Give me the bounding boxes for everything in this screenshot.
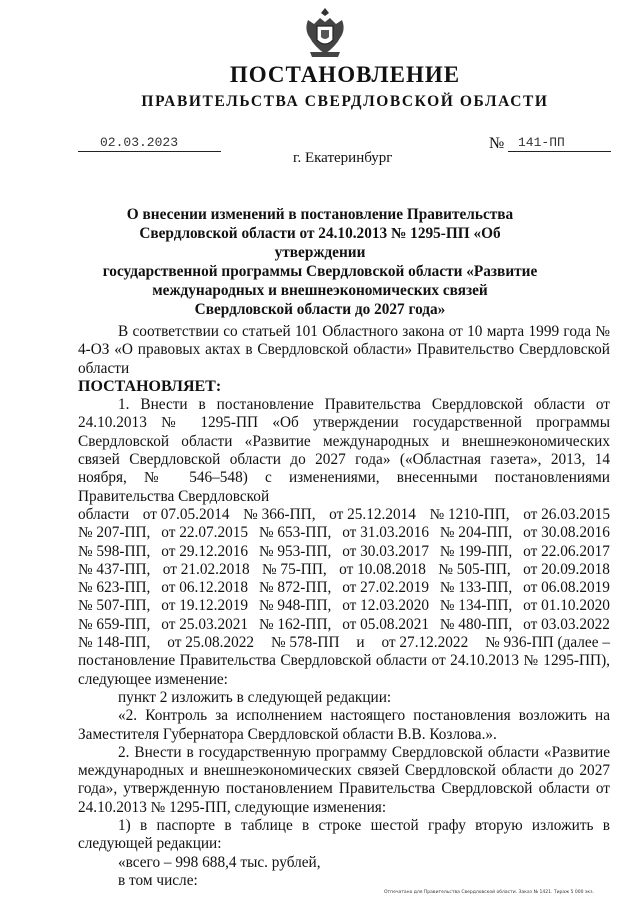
amendment-date-cell: № 936-ПП (далее – bbox=[485, 634, 610, 652]
including-line: в том числе: bbox=[118, 871, 198, 889]
amendment-date-cell: от 06.08.2019 bbox=[523, 579, 610, 597]
item-1-paragraph: 1. Внести в постановление Правительства Свердловской области от 24.10.2013 № 1295-ПП «Об утверждении государственной программы Свердловской области «Развитие международных и внешнеэкономических связей Свердловской области до 2027 года» («Областная газета», 2013, 14 ноября, № 546–548) с изменениями, внесенными постановлениями Правительства Свердловской bbox=[78, 396, 610, 505]
item-1-tail: постановление Правительства Свердловской области от 24.10.2013 № 1295-ПП), следующее изменение: bbox=[78, 652, 610, 688]
amendment-date-cell: № 1210-ПП, bbox=[429, 505, 510, 523]
date-underline bbox=[78, 151, 221, 152]
amendment-date-cell: от 25.03.2021 bbox=[161, 615, 249, 633]
amendment-date-cell: № 507-ПП, bbox=[78, 597, 151, 615]
amendment-date-cell: № 199-ПП, bbox=[439, 542, 513, 560]
amendment-date-cell: от 22.07.2015 bbox=[161, 524, 249, 542]
coat-of-arms-icon bbox=[300, 6, 350, 60]
amendment-date-cell: и bbox=[356, 634, 365, 652]
document-subtitle: ПРАВИТЕЛЬСТВА СВЕРДЛОВСКОЙ ОБЛАСТИ bbox=[141, 93, 549, 110]
amendment-date-cell: от 12.03.2020 bbox=[342, 597, 429, 615]
amendment-date-cell: от 07.05.2014 bbox=[142, 505, 230, 523]
amendment-dates-list bbox=[78, 506, 610, 652]
amendment-date-cell: от 22.06.2017 bbox=[523, 542, 610, 560]
amendment-dates-row bbox=[78, 616, 610, 634]
amendment-date-cell: № 148-ПП, bbox=[78, 634, 151, 652]
amendment-date-cell: № 207-ПП, bbox=[78, 524, 151, 542]
document-body bbox=[78, 323, 610, 890]
amendment-date-cell: № 133-ПП, bbox=[439, 579, 513, 597]
number-underline bbox=[508, 151, 611, 152]
amendment-date-cell: № 204-ПП, bbox=[439, 524, 513, 542]
amendment-date-cell: № 872-ПП, bbox=[258, 579, 332, 597]
amendment-date-cell: № 480-ПП, bbox=[439, 615, 513, 633]
amendment-date-cell: от 21.02.2018 bbox=[162, 560, 250, 578]
amendment-date-cell: № 134-ПП, bbox=[439, 597, 513, 615]
amendment-date-cell: № 653-ПП, bbox=[258, 524, 332, 542]
amendment-date-cell: от 30.03.2017 bbox=[342, 542, 429, 560]
amendment-date-cell: от 03.03.2022 bbox=[523, 615, 610, 633]
decree-word: ПОСТАНОВЛЯЕТ: bbox=[78, 377, 222, 395]
heading-line: международных и внешнеэкономических связей bbox=[152, 282, 488, 299]
amendment-date-cell: от 29.12.2016 bbox=[161, 542, 249, 560]
subitem-1-paragraph: 1) в паспорте в таблице в строке шестой графу вторую изложить в следующей редакции: bbox=[78, 817, 610, 853]
amendment-date-cell: № 75-ПП, bbox=[262, 560, 327, 578]
amendment-dates-row bbox=[78, 506, 610, 524]
amendment-date-cell: № 505-ПП, bbox=[438, 560, 511, 578]
number-sign: № bbox=[489, 135, 505, 152]
amendment-date-cell: от 31.03.2016 bbox=[342, 524, 429, 542]
amendment-date-cell: от 06.12.2018 bbox=[161, 579, 249, 597]
quoted-point-2: «2. Контроль за исполнением настоящего постановления возложить на Заместителя Губернатора Свердловской области В.В. Козлова.». bbox=[78, 707, 610, 743]
document-heading bbox=[100, 205, 540, 319]
heading-line: государственной программы Свердловской области «Развитие bbox=[102, 263, 538, 280]
amendment-date-cell: от 20.09.2018 bbox=[523, 560, 610, 578]
heading-line: Свердловской области до 2027 года» bbox=[194, 301, 446, 318]
amendment-dates-row bbox=[78, 524, 610, 542]
amendment-date-cell: области bbox=[78, 505, 130, 523]
preamble-paragraph: В соответствии со статьей 101 Областного закона от 10 марта 1999 года № 4-ОЗ «О правовых актах в Свердловской области» Правительство Свердловской области bbox=[78, 323, 610, 377]
amendment-date-cell: от 25.08.2022 bbox=[167, 634, 255, 652]
item-2-paragraph: 2. Внести в государственную программу Свердловской области «Развитие международных и внешнеэкономических связей Свердловской области до 2027 года», утвержденную постановлением Правительства Свердловской области от 24.10.2013 № 1295-ПП, следующие изменения: bbox=[78, 743, 610, 816]
amendment-dates-row bbox=[78, 543, 610, 561]
amendment-date-cell: № 953-ПП, bbox=[258, 542, 332, 560]
amendment-date-cell: № 948-ПП, bbox=[258, 597, 332, 615]
amendment-date-cell: от 27.12.2022 bbox=[381, 634, 469, 652]
print-footer: Отпечатано для Правительства Свердловской области. Заказ № 1421. Тираж 5 000 экз. bbox=[384, 890, 594, 895]
amendment-date-cell: от 27.02.2019 bbox=[342, 579, 429, 597]
amendment-date-cell: от 19.12.2019 bbox=[161, 597, 249, 615]
amendment-date-cell: № 578-ПП bbox=[270, 634, 340, 652]
document-number: 141-ПП bbox=[518, 135, 565, 150]
point-2-intro: пункт 2 изложить в следующей редакции: bbox=[118, 688, 392, 706]
document-date: 02.03.2023 bbox=[100, 135, 179, 150]
amendment-date-cell: № 437-ПП, bbox=[78, 560, 151, 578]
amendment-date-cell: от 25.12.2014 bbox=[329, 505, 416, 523]
amendment-date-cell: № 162-ПП, bbox=[258, 615, 332, 633]
amendment-date-cell: от 10.08.2018 bbox=[339, 560, 426, 578]
amendment-date-cell: № 598-ПП, bbox=[78, 542, 151, 560]
amendment-date-cell: от 01.10.2020 bbox=[523, 597, 610, 615]
amendment-date-cell: № 659-ПП, bbox=[78, 615, 151, 633]
amendment-date-cell: № 623-ПП, bbox=[78, 579, 151, 597]
amendment-dates-row bbox=[78, 597, 610, 615]
amendment-dates-row bbox=[78, 579, 610, 597]
total-amount: «всего – 998 688,4 тыс. рублей, bbox=[118, 853, 321, 871]
document-title: ПОСТАНОВЛЕНИЕ bbox=[229, 62, 461, 87]
amendment-dates-row bbox=[78, 634, 610, 652]
amendment-date-cell: от 30.08.2016 bbox=[523, 524, 610, 542]
city: г. Екатеринбург bbox=[293, 150, 393, 166]
amendment-date-cell: № 366-ПП, bbox=[243, 505, 316, 523]
heading-line: Свердловской области от 24.10.2013 № 1295-ПП «Об утверждении bbox=[139, 225, 501, 261]
amendment-date-cell: от 26.03.2015 bbox=[523, 505, 610, 523]
amendment-dates-row bbox=[78, 561, 610, 579]
amendment-date-cell: от 05.08.2021 bbox=[342, 615, 429, 633]
heading-line: О внесении изменений в постановление Правительства bbox=[126, 206, 514, 223]
